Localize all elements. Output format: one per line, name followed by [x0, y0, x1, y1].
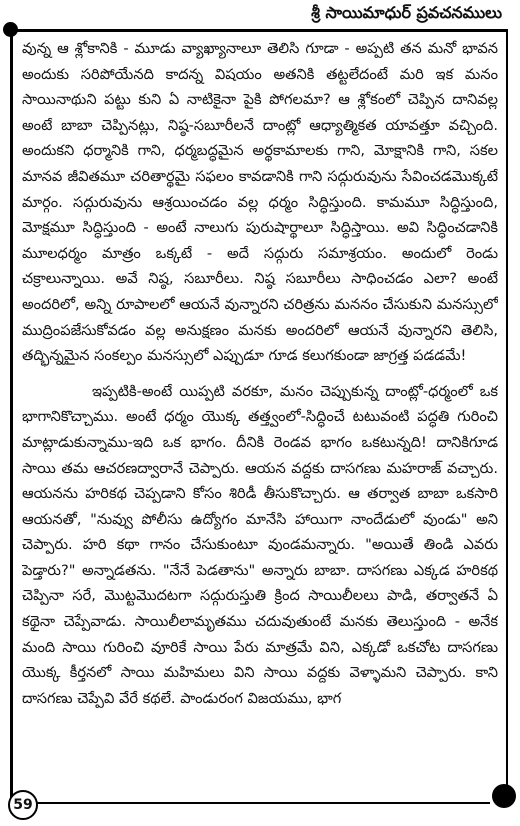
paragraph: ఇప్పటికి-అంటే యిప్పటి వరకూ, మనం చెప్పుకున్న దాంట్లో-ధర్మంలో ఒక భాగానికొచ్చాము. అంటే ధర్మం యొక్క తత్త్వంలో-సిద్ధించే టటువంటి పద్ధతి గురించి మాట్లాడుకున్నాము-ఇది ఒక భాగం. దీనికి రెండవ భాగం ఒకటున్నది! దానికిగూడ సాయి తమ ఆచరణద్వారానే చెప్పారు. ఆయన వద్దకు దాసగణు మహరాజ్ వచ్చారు. ఆయనను హరికథ చెప్పడాని కోసం శిరిడీ తీసుకొచ్చారు. ఆ తర్వాత బాబా ఒకసారి ఆయనతో, "నువ్వు పోలీసు ఉద్యోగం మానేసి హాయిగా నాందేడులో వుండు" అని చెప్పారు. హరి కథా గానం చేసుకుంటూ వుండమన్నారు. "అయితే తిండి ఎవరు పెడ్తారు?" అన్నాడతను. "నేనే పెడతాను" అన్నారు బాబా. దాసగణు ఎక్కడ హరికథ చెప్పినా సరే, మొట్టమొదటగా సద్గురుస్తుతి క్రింద సాయిలీలలు పాడి, తర్వాతనే ఏ కథైనా చెప్పేవాడు. సాయిలీలామృతము చదువుతుంటే మనకు తెలుస్తుంది - అనేక మంది సాయి గురించి వూరికే సాయి పేరు మాత్రమే విని, ఎక్కడో ఒకచోట దాసగణు యొక్క కీర్తనలో సాయి మహిమలు విని సాయి వద్దకు వెళ్ళామని చెప్పారు. కాని దాసగణు చెప్పేవి వేరే కథలే. పాండురంగ విజయము, భాగ [22, 382, 498, 707]
left-border [10, 29, 13, 804]
page-number: 59 [8, 790, 38, 820]
right-border [506, 30, 508, 796]
running-header: శ్రీ సాయిమాధుర్ ప్రవచనములు [311, 3, 502, 22]
top-border [10, 29, 508, 32]
paragraph: వున్న ఆ శ్లోకానికి - మూడు వ్యాఖ్యానాలూ తెలిసి గూడా - అప్పటి తన మనో భావన అందుకు సరిపోయేనది కాదన్న విషయం అతనికి తట్టలేదంటే మరి ఇక మనం సాయినాథుని పట్టు కుని ఏ నాటికైనా పైకి పోగలమా? ఆ శ్లోకంలో చెప్పిన దానివల్ల అంటే బాబా చెప్పినట్లు, నిష్ఠ-సబూరీలనే దాంట్లో ఆధ్యాత్మికత యావత్తూ వచ్చింది. అందుకని ధర్మానికి గాని, ధర్మబద్ధమైన అర్థకామాలకు గాని, మోక్షానికి గాని, సకల మానవ జీవితమూ చరితార్థమై సఫలం కావడానికి గాని సద్గురువును సేవించడమొక్కటే మార్గం. సద్గురువును ఆశ్రయించడం వల్ల ధర్మం సిద్ధిస్తుంది. కామమూ సిద్ధిస్తుంది, మోక్షమూ సిద్ధిస్తుంది - అంటే నాలుగు పురుషార్థాలూ సిద్ధిస్తాయి. అవి సిద్ధించడానికి మూలధర్మం మాత్రం ఒక్కటే - అదే సద్గురు సమాశ్రయం. అందులో రెండు చక్రాలున్నాయి. అవే నిష్ఠ, సబూరీలు. నిష్ఠ సబూరీలు సాధించడం ఎలా? అంటే అందరిలో, అన్ని రూపాలలో ఆయనే వున్నారని చరిత్రను మననం చేసుకుని మనస్సులో ముద్రింపజేసుకోవడం వల్ల అనుక్షణం మనకు అందరిలో ఆయనే వున్నారని తెలిసి, తద్భిన్నమైన సంకల్పం మనస్సులో ఎప్పుడూ గూడ కలుగకుండా జాగ్రత్త పడడమే! [22, 40, 498, 365]
page-body [22, 36, 498, 794]
bottom-border [10, 802, 490, 804]
